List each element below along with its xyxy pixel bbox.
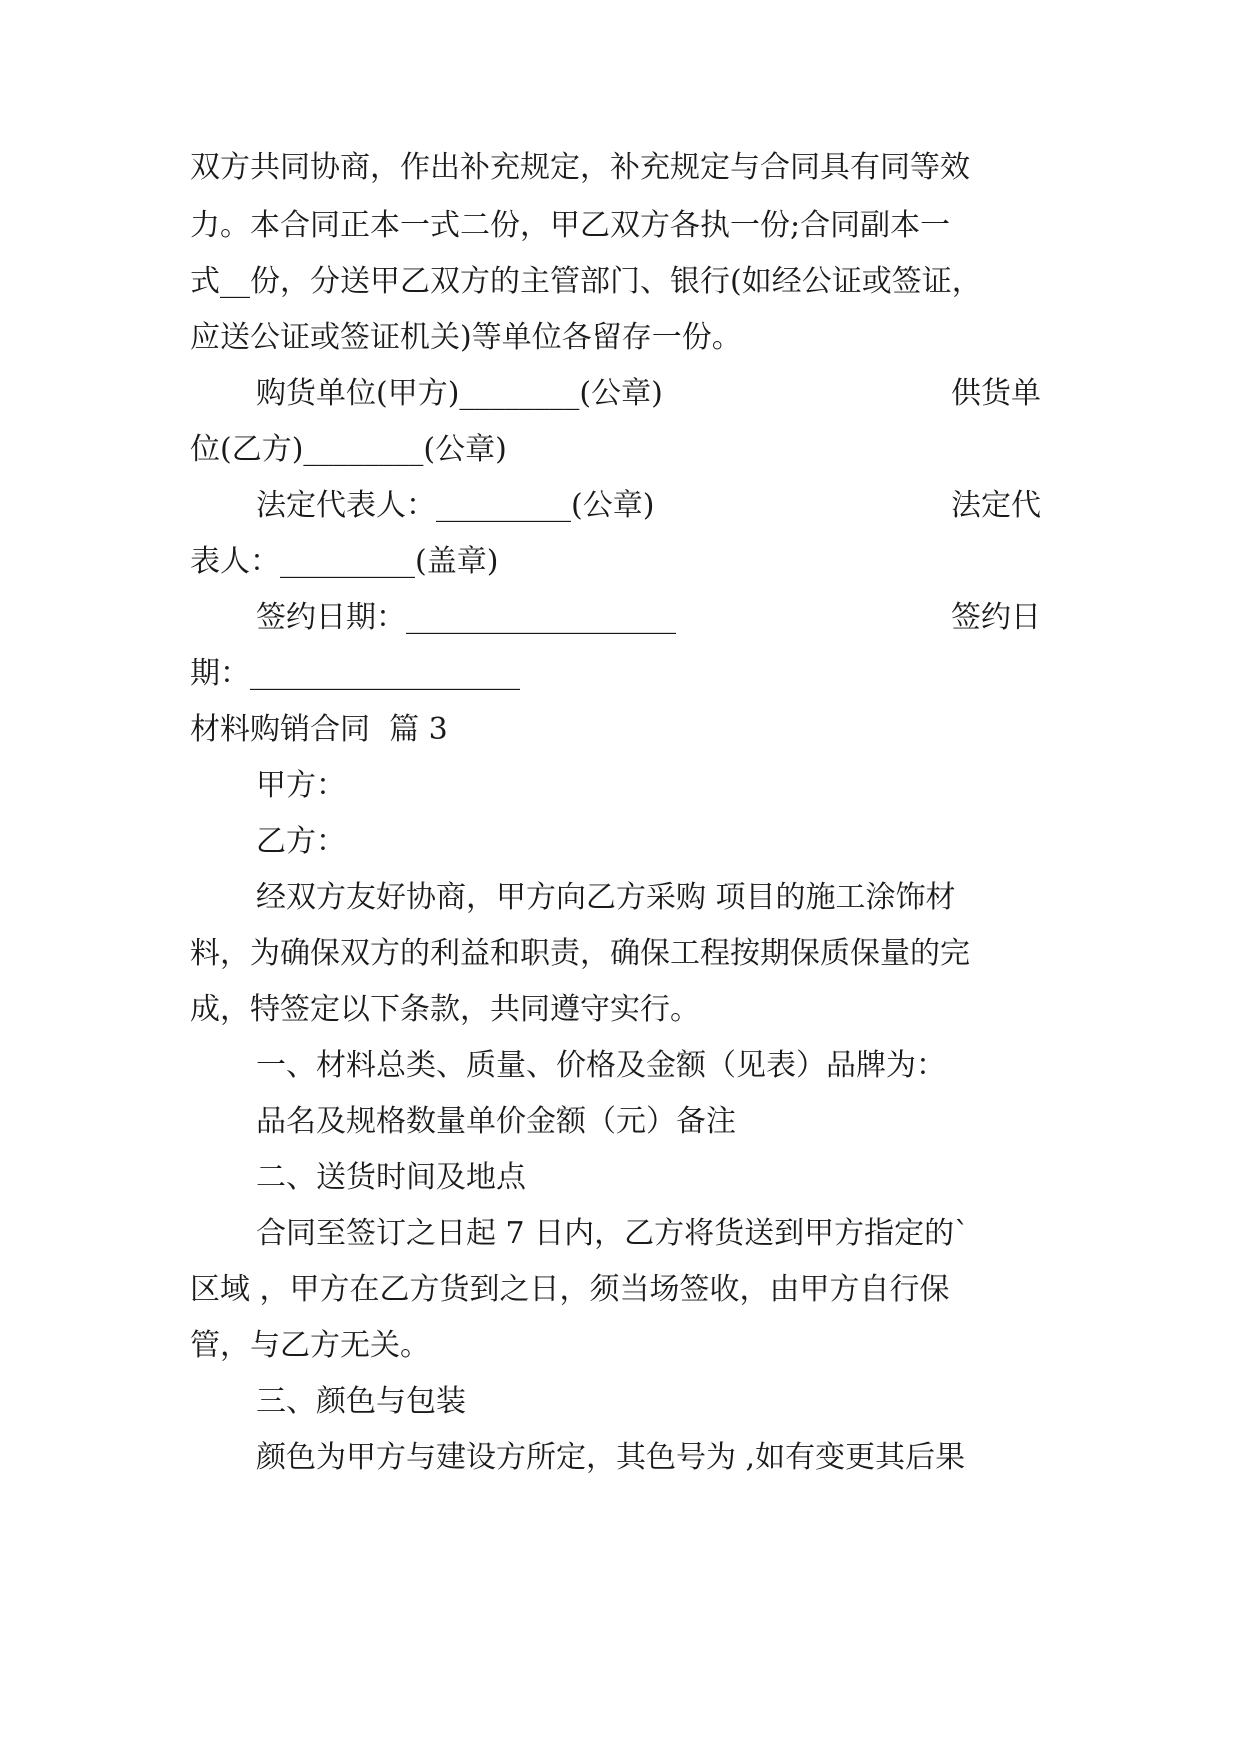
seller-representative-line-end: 表人：_________(盖章) (190, 544, 499, 579)
seller-sign-date-line-start: 签约日 (951, 600, 1041, 635)
paragraph-line: 合同至签订之日起 7 日内，乙方将货送到甲方指定的` (256, 1216, 970, 1251)
buyer-representative-line: 法定代表人：_________(公章) (256, 488, 655, 523)
table-header-text: 品名及规格数量单价金额（元）备注 (256, 1104, 736, 1139)
section-title: 材料购销合同 篇 3 (190, 712, 448, 747)
paragraph-line: 成，特签定以下条款，共同遵守实行。 (190, 992, 700, 1027)
party-b-label: 乙方： (256, 824, 346, 859)
paragraph-line: 管，与乙方无关。 (190, 1328, 430, 1363)
text-line: 双方共同协商，作出补充规定，补充规定与合同具有同等效 (190, 150, 970, 185)
clause-heading: 一、材料总类、质量、价格及金额（见表）品牌为： (256, 1048, 946, 1083)
text-line: 应送公证或签证机关)等单位各留存一份。 (190, 320, 742, 355)
seller-sign-date-line-end: 期：__________________ (190, 656, 520, 691)
paragraph-line: 经双方友好协商，甲方向乙方采购 项目的施工涂饰材 (256, 880, 956, 915)
text-line: 力。本合同正本一式二份，甲乙双方各执一份;合同副本一 (190, 208, 951, 243)
clause-heading: 三、颜色与包装 (256, 1384, 466, 1419)
text-line: 式__份，分送甲乙双方的主管部门、银行(如经公证或签证， (190, 264, 982, 299)
seller-unit-line-start: 供货单 (951, 376, 1041, 411)
seller-representative-line-start: 法定代 (951, 488, 1041, 523)
paragraph-line: 颜色为甲方与建设方所定，其色号为 ,如有变更其后果 (256, 1440, 966, 1475)
paragraph-line: 料，为确保双方的利益和职责，确保工程按期保质保量的完 (190, 936, 970, 971)
party-a-label: 甲方： (256, 768, 346, 803)
buyer-sign-date-line: 签约日期：__________________ (256, 600, 676, 635)
buyer-unit-line: 购货单位(甲方)________(公章) (256, 376, 663, 411)
paragraph-line: 区域 ，甲方在乙方货到之日，须当场签收，由甲方自行保 (190, 1272, 950, 1307)
clause-heading: 二、送货时间及地点 (256, 1160, 526, 1195)
seller-unit-line-end: 位(乙方)________(公章) (190, 432, 507, 467)
